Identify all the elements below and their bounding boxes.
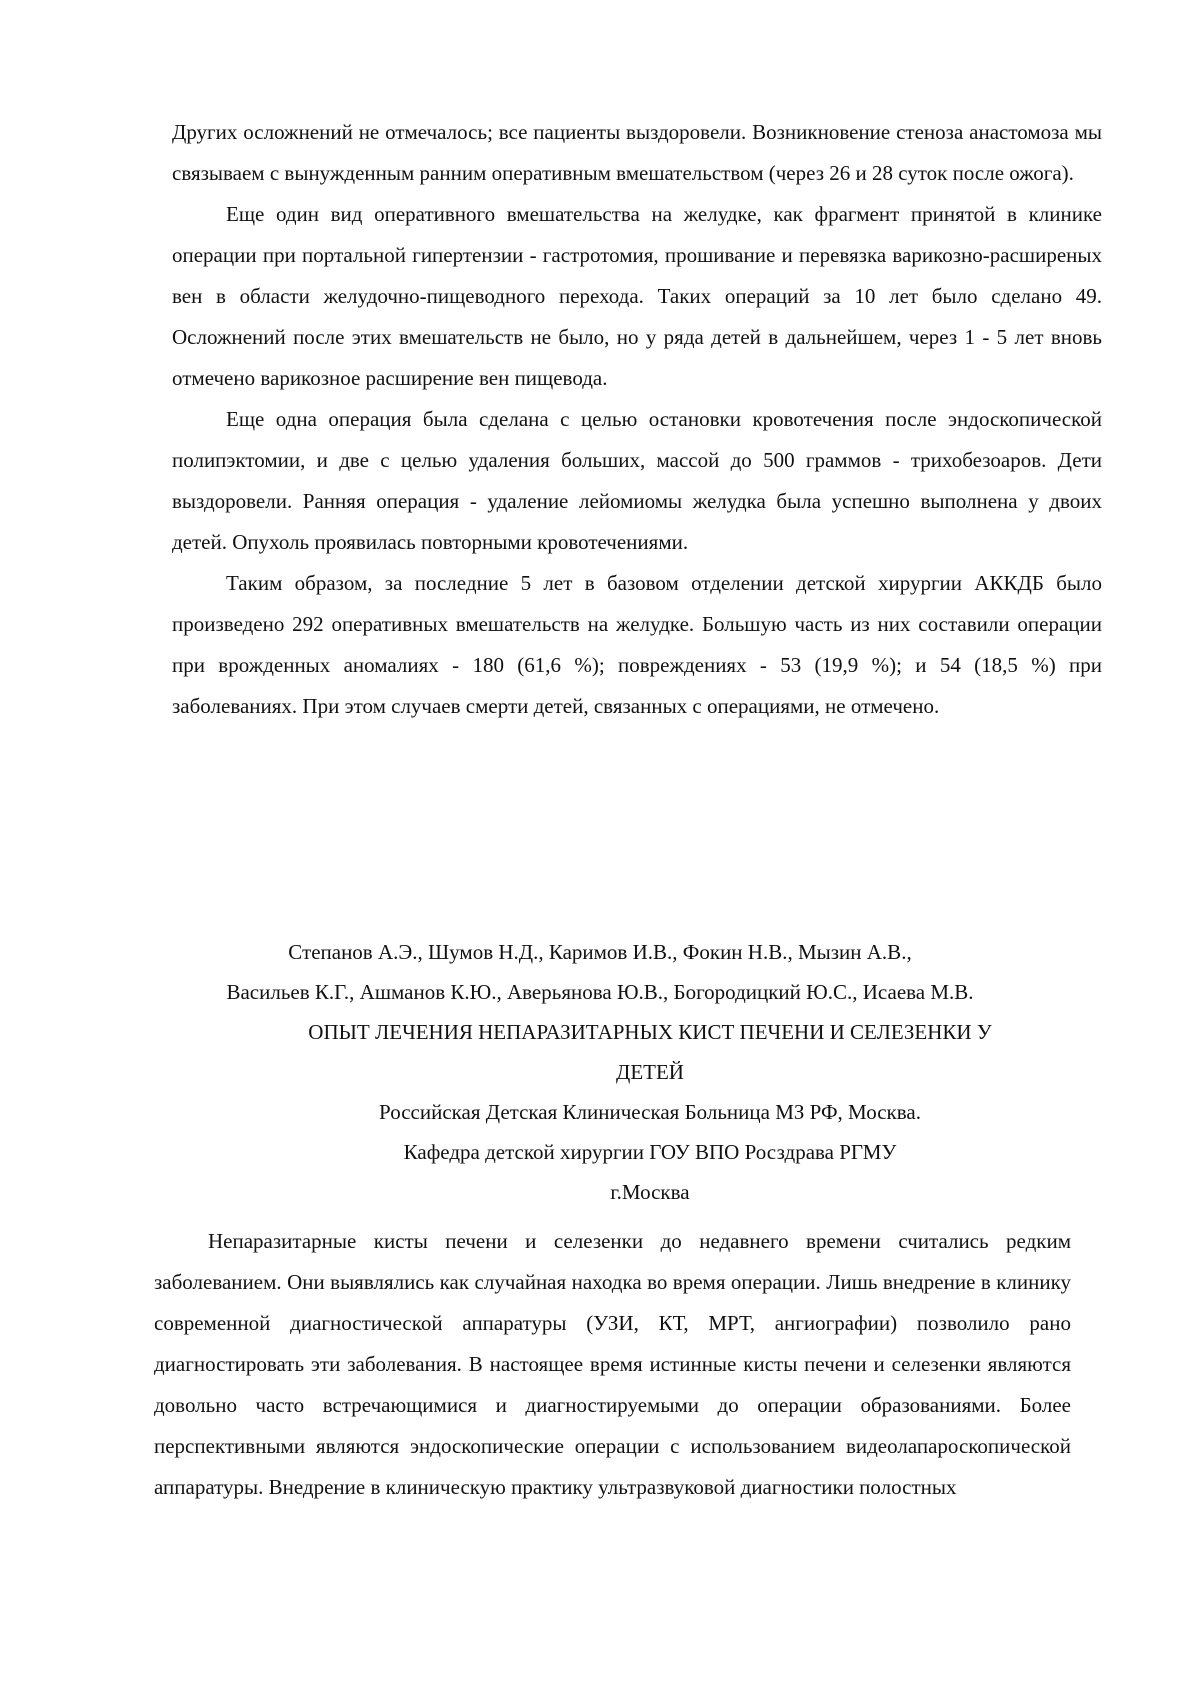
- article-body: [154, 1221, 1071, 1508]
- affiliation: Кафедра детской хирургии ГОУ ВПО Росздрава РГМУ: [403, 1140, 897, 1164]
- paragraph: Других осложнений не отмечалось; все пациенты выздоровели. Возникновение стеноза анастомоза мы связываем с вынужденным ранним оперативным вмешательством (через 26 и 28 суток после ожога).: [172, 120, 1102, 185]
- previous-article-conclusion: [172, 112, 1102, 727]
- paragraph: Еще одна операция была сделана с целью остановки кровотечения после эндоскопической полипэктомии, и две с целью удаления больших, массой до 500 граммов - трихобезоаров. Дети выздоровели. Ранняя операция - удаление лейомиомы желудка была успешно выполнена у двоих детей. Опухоль проявилась повторными кровотечениями.: [172, 407, 1102, 554]
- article-title: ДЕТЕЙ: [616, 1060, 684, 1084]
- city: г.Москва: [610, 1180, 690, 1204]
- authors-line: Васильев К.Г., Ашманов К.Ю., Аверьянова Ю.В., Богородицкий Ю.С., Исаева М.В.: [226, 980, 974, 1004]
- paragraph: Таким образом, за последние 5 лет в базовом отделении детской хирургии АККДБ было произведено 292 оперативных вмешательств на желудке. Большую часть из них составили операции при врожденных аномалиях - 180 (61,6 %); повреждениях - 53 (19,9 %); и 54 (18,5 %) при заболеваниях. При этом случаев смерти детей, связанных с операциями, не отмечено.: [172, 571, 1102, 718]
- paragraph: Еще один вид оперативного вмешательства на желудке, как фрагмент принятой в клинике операции при портальной гипертензии - гастротомия, прошивание и перевязка варикозно-расширеных вен в области желудочно-пищеводного перехода. Таких операций за 10 лет было сделано 49. Осложнений после этих вмешательств не было, но у ряда детей в дальнейшем, через 1 - 5 лет вновь отмечено варикозное расширение вен пищевода.: [172, 202, 1102, 390]
- article-header: [150, 932, 1090, 1212]
- authors-line: Степанов А.Э., Шумов Н.Д., Каримов И.В., Фокин Н.В., Мызин А.В.,: [288, 940, 912, 964]
- affiliation: Российская Детская Клиническая Больница МЗ РФ, Москва.: [379, 1100, 921, 1124]
- article-title: ОПЫТ ЛЕЧЕНИЯ НЕПАРАЗИТАРНЫХ КИСТ ПЕЧЕНИ И СЕЛЕЗЕНКИ У: [308, 1020, 992, 1044]
- paragraph: Непаразитарные кисты печени и селезенки до недавнего времени считались редким заболеванием. Они выявлялись как случайная находка во время операции. Лишь внедрение в клинику современной диагностической аппаратуры (УЗИ, КТ, МРТ, ангиографии) позволило рано диагностировать эти заболевания. В настоящее время истинные кисты печени и селезенки являются довольно часто встречающимися и диагностируемыми до операции образованиями. Более перспективными являются эндоскопические операции с использованием видеолапароскопической аппаратуры. Внедрение в клиническую практику ультразвуковой диагностики полостных: [154, 1229, 1071, 1499]
